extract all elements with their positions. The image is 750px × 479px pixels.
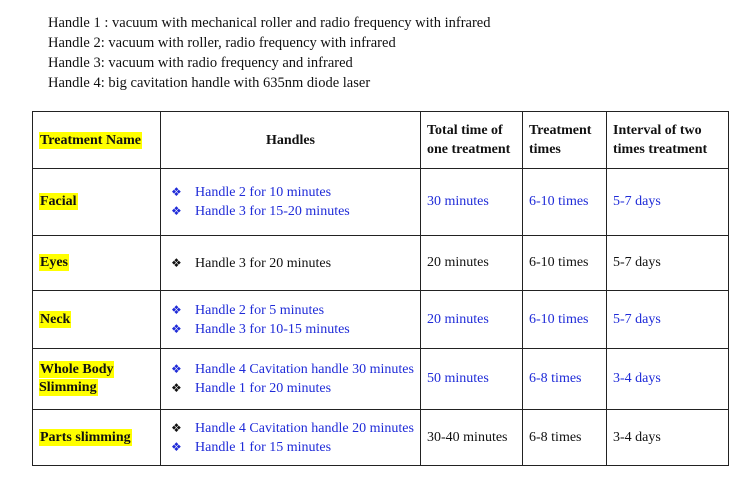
diamond-bullet-icon: ❖ <box>171 255 182 270</box>
diamond-bullet-icon: ❖ <box>171 321 182 336</box>
diamond-bullet-icon: ❖ <box>171 302 182 317</box>
note-handle-4: Handle 4: big cavitation handle with 635nm diode laser <box>48 75 371 91</box>
note-handle-1: Handle 1 : vacuum with mechanical roller and radio frequency with infrared <box>48 15 491 31</box>
list-item: ❖ Handle 1 for 15 minutes <box>171 439 332 455</box>
treatment-name: Eyes <box>33 236 161 291</box>
list-item: ❖ Handle 2 for 10 minutes <box>171 185 332 200</box>
table-header-row <box>33 112 729 169</box>
list-item: ❖ Handle 4 Cavitation handle 20 minutes <box>171 420 414 436</box>
note-handle-2: Handle 2: vacuum with roller, radio frequency with infrared <box>48 35 396 51</box>
table-row <box>33 410 729 466</box>
handles-cell <box>161 410 421 466</box>
treatment-times: 6-8 times <box>523 349 607 410</box>
treatment-name: Parts slimming <box>33 410 161 466</box>
handles-cell <box>161 349 421 410</box>
list-item: ❖ Handle 3 for 15-20 minutes <box>171 204 350 219</box>
handles-cell <box>161 236 421 291</box>
interval: 3-4 days <box>607 410 729 466</box>
list-item: ❖ Handle 1 for 20 minutes <box>171 381 332 396</box>
total-time: 50 minutes <box>421 349 523 410</box>
total-time: 20 minutes <box>421 291 523 349</box>
treatment-name: Whole Body Slimming <box>33 349 161 410</box>
total-time: 30-40 minutes <box>421 410 523 466</box>
list-item: ❖ Handle 3 for 20 minutes <box>171 255 332 271</box>
table-row <box>33 236 729 291</box>
list-item: ❖ Handle 2 for 5 minutes <box>171 302 325 318</box>
list-item: ❖ Handle 3 for 10-15 minutes <box>171 321 350 337</box>
diamond-bullet-icon: ❖ <box>171 439 182 454</box>
treatment-times: 6-10 times <box>523 169 607 236</box>
note-handle-3: Handle 3: vacuum with radio frequency and infrared <box>48 55 353 71</box>
diamond-bullet-icon: ❖ <box>171 381 182 395</box>
diamond-bullet-icon: ❖ <box>171 362 182 376</box>
diamond-bullet-icon: ❖ <box>171 204 182 218</box>
interval: 5-7 days <box>607 291 729 349</box>
list-item: ❖ Handle 4 Cavitation handle 30 minutes <box>171 362 414 377</box>
header-handles: Handles <box>161 112 421 169</box>
interval: 3-4 days <box>607 349 729 410</box>
handle-notes <box>48 13 490 93</box>
header-treatment-name: Treatment Name <box>33 112 161 169</box>
diamond-bullet-icon: ❖ <box>171 420 182 435</box>
handles-cell <box>161 291 421 349</box>
treatment-name: Facial <box>33 169 161 236</box>
table-row <box>33 169 729 236</box>
diamond-bullet-icon: ❖ <box>171 185 182 199</box>
treatment-times: 6-10 times <box>523 291 607 349</box>
header-treatment-times: Treatment times <box>523 112 607 169</box>
total-time: 20 minutes <box>421 236 523 291</box>
handles-cell <box>161 169 421 236</box>
treatment-times: 6-8 times <box>523 410 607 466</box>
treatment-times: 6-10 times <box>523 236 607 291</box>
interval: 5-7 days <box>607 169 729 236</box>
header-interval: Interval of two times treatment <box>607 112 729 169</box>
interval: 5-7 days <box>607 236 729 291</box>
total-time: 30 minutes <box>421 169 523 236</box>
table-row <box>33 291 729 349</box>
treatment-name: Neck <box>33 291 161 349</box>
table-row <box>33 349 729 410</box>
header-total-time: Total time of one treatment <box>421 112 523 169</box>
treatment-table <box>32 111 729 466</box>
